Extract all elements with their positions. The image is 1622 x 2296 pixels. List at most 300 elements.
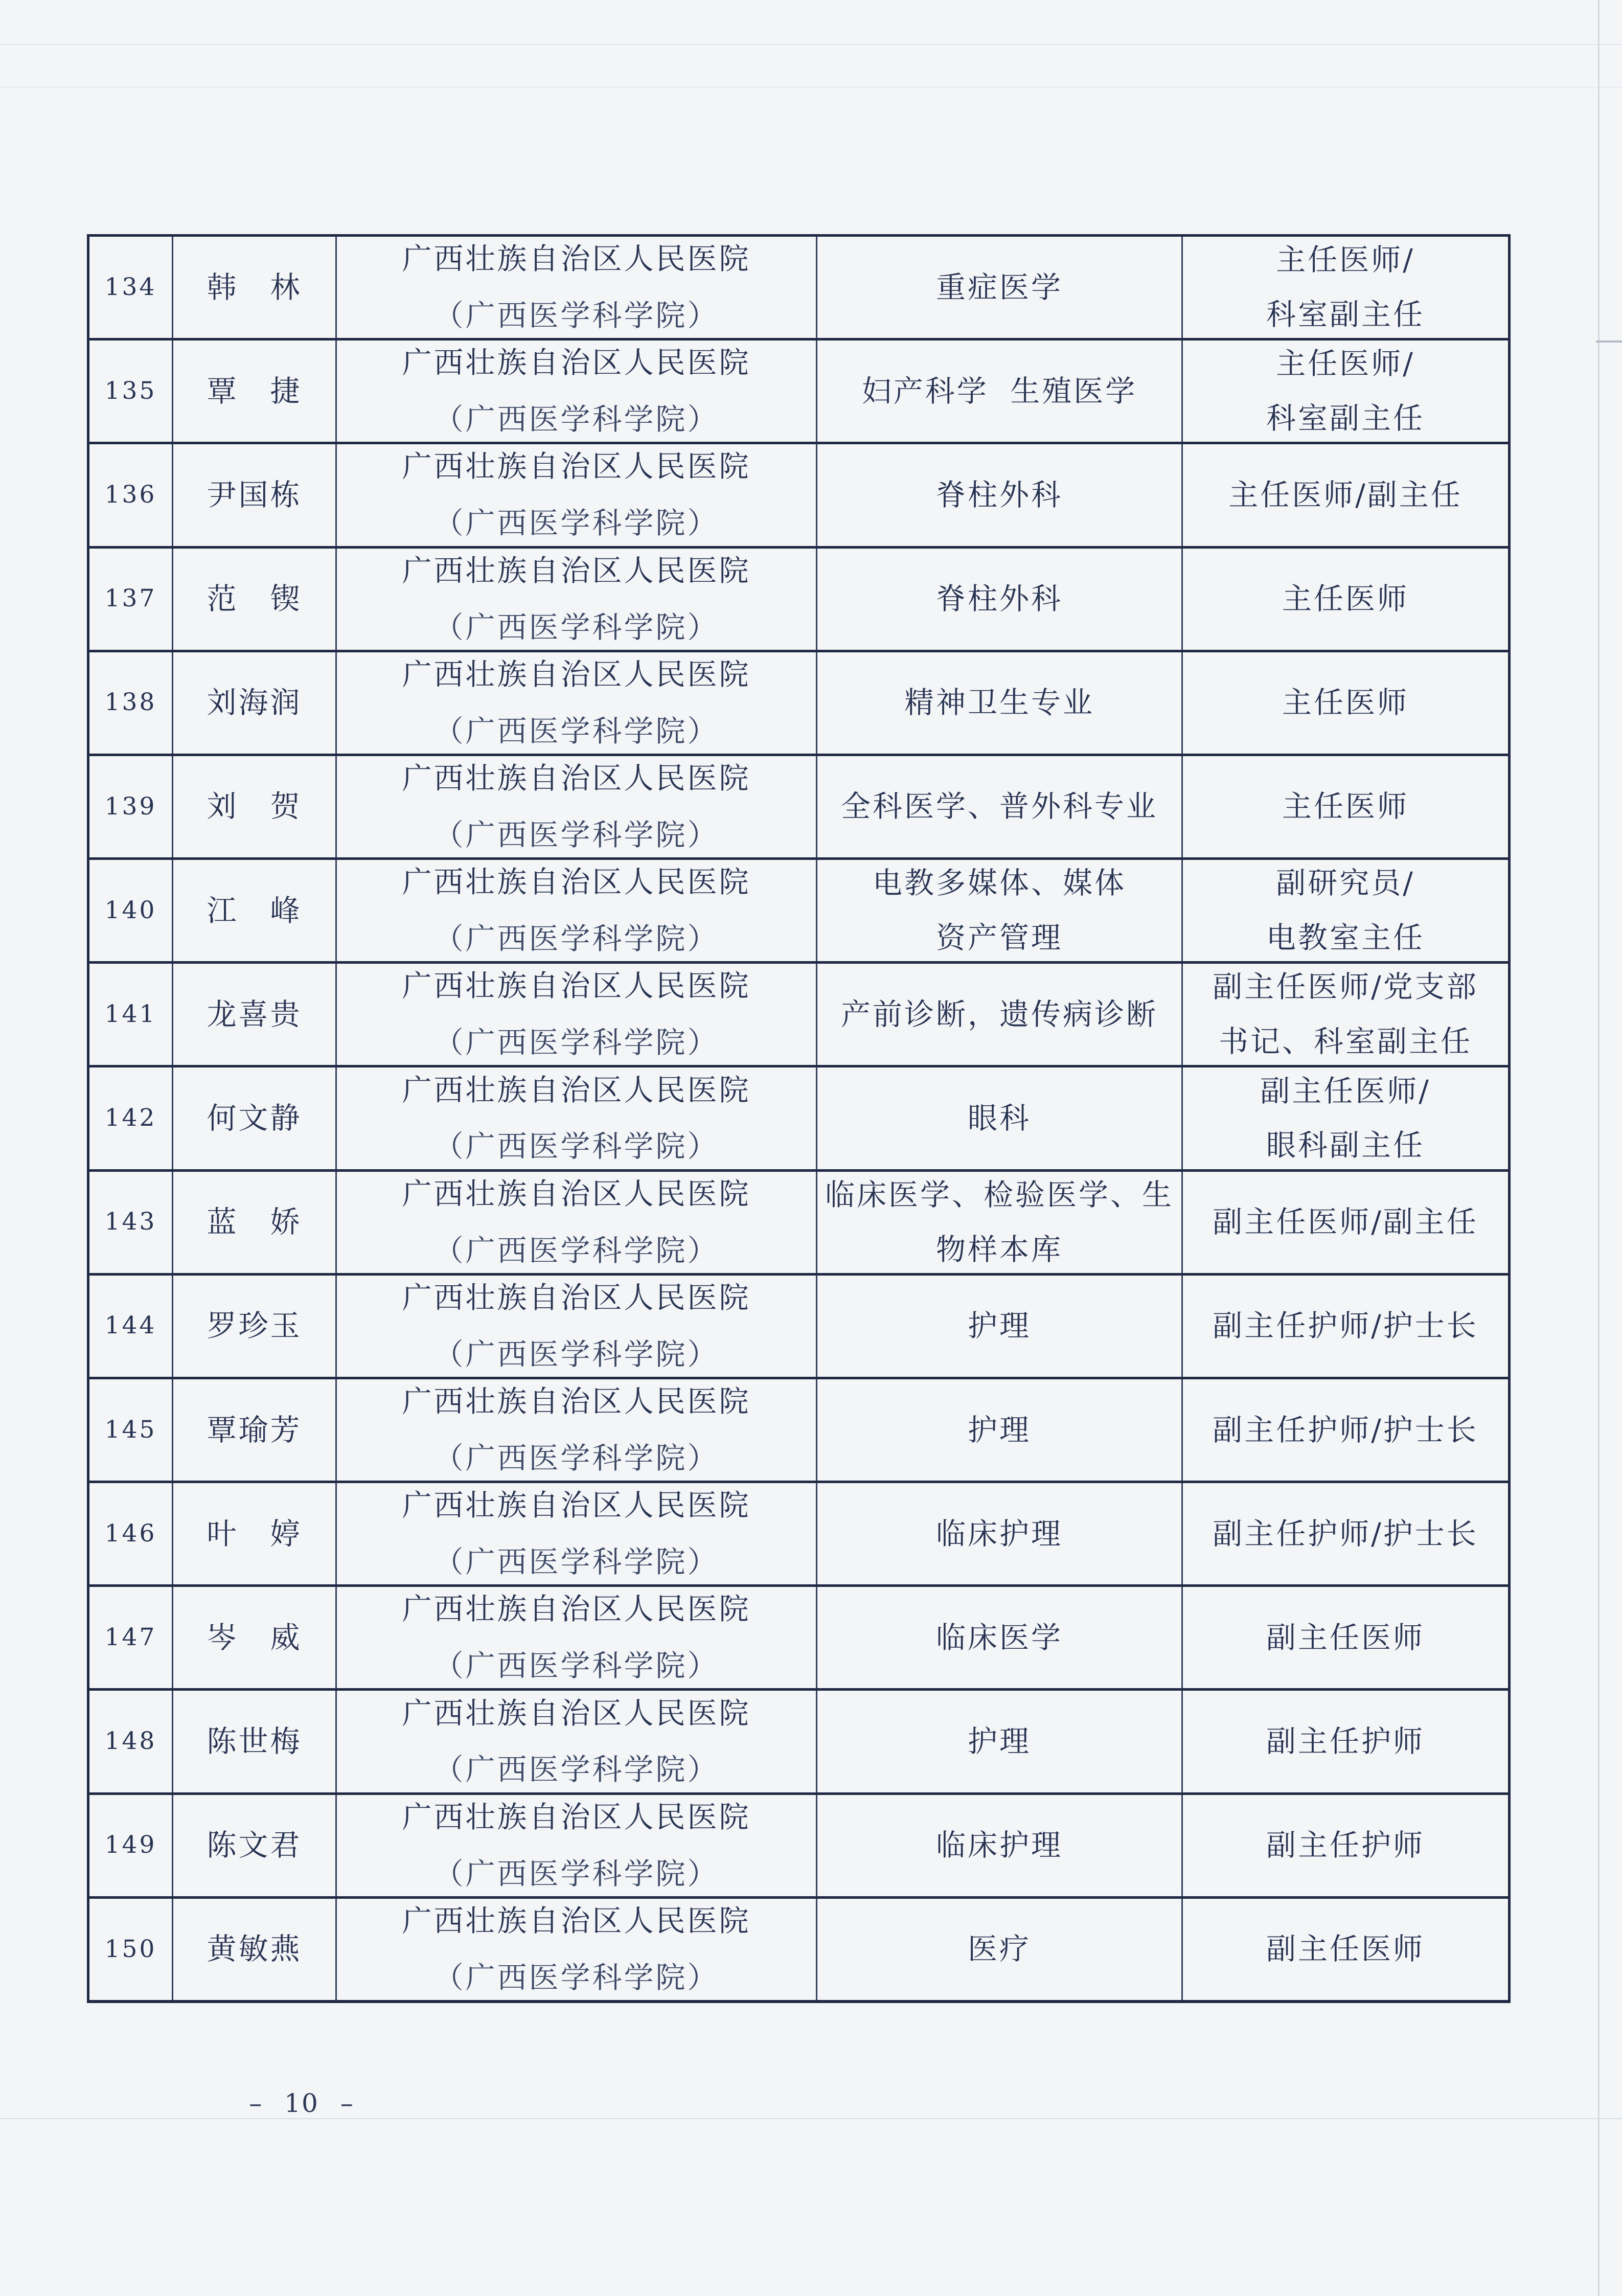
table-row — [88, 1066, 1510, 1170]
title-cell-text: 副主任护师/护士长 — [1213, 1412, 1478, 1447]
specialty-cell — [817, 755, 1182, 858]
scan-artifact-line — [1596, 340, 1622, 343]
organization-cell — [336, 1274, 817, 1378]
organization-cell-text: 广西壮族自治区人民医院 — [402, 656, 751, 692]
cell-lines — [817, 1517, 1181, 1551]
name-cell — [173, 339, 336, 443]
cell-lines — [89, 274, 172, 301]
cell-lines — [337, 762, 816, 852]
table-row — [88, 1482, 1510, 1586]
name-cell — [173, 755, 336, 858]
title-cell — [1182, 547, 1510, 651]
specialty-cell — [817, 1274, 1182, 1378]
cell-lines — [89, 1520, 172, 1548]
title-cell — [1182, 1378, 1510, 1482]
cell-lines — [337, 1593, 816, 1683]
cell-lines — [1183, 1933, 1508, 1966]
table-row — [88, 1274, 1510, 1378]
cell-lines — [337, 969, 816, 1059]
title-cell-text: 科室副主任 — [1266, 401, 1425, 436]
row-number-cell-text: 139 — [104, 792, 157, 821]
cell-lines — [1183, 243, 1508, 331]
row-number-cell-text: 149 — [104, 1831, 157, 1859]
name-cell — [173, 443, 336, 547]
row-number-cell — [88, 1170, 173, 1274]
row-number-cell — [88, 859, 173, 963]
name-cell-text: 叶 婷 — [207, 1516, 302, 1551]
name-cell-text: 岑 威 — [207, 1620, 302, 1655]
name-cell-text: 陈世梅 — [207, 1724, 302, 1759]
cell-lines — [89, 1936, 172, 1963]
cell-lines — [337, 1281, 816, 1371]
cell-lines — [1183, 1075, 1508, 1163]
cell-lines — [1183, 582, 1508, 616]
row-number-cell — [88, 651, 173, 755]
page-number: – 10 – — [249, 2088, 354, 2118]
title-cell-text: 主任医师 — [1282, 789, 1409, 824]
specialty-cell — [817, 1586, 1182, 1690]
title-cell — [1182, 443, 1510, 547]
title-cell-text: 主任医师 — [1282, 685, 1409, 720]
name-cell-text: 范 锲 — [207, 581, 302, 617]
title-cell — [1182, 1586, 1510, 1690]
row-number-cell — [88, 1482, 173, 1586]
cell-lines — [173, 790, 335, 823]
organization-cell-text: （广西医学科学院） — [433, 1336, 719, 1372]
row-number-cell-text: 150 — [104, 1935, 157, 1963]
title-cell-text: 副主任医师 — [1266, 1620, 1425, 1655]
table-row — [88, 1170, 1510, 1274]
organization-cell — [336, 1793, 817, 1897]
specialty-cell — [817, 443, 1182, 547]
title-cell-text: 副主任医师/党支部 — [1213, 969, 1478, 1005]
cell-lines — [817, 867, 1181, 954]
organization-cell — [336, 1482, 817, 1586]
name-cell — [173, 547, 336, 651]
table-row — [88, 1378, 1510, 1482]
title-cell-text: 眼科副主任 — [1266, 1128, 1425, 1163]
row-number-cell — [88, 1378, 173, 1482]
cell-lines — [817, 686, 1181, 719]
cell-lines — [173, 1933, 335, 1966]
organization-cell-text: （广西医学科学院） — [433, 1648, 719, 1684]
organization-cell-text: （广西医学科学院） — [433, 713, 719, 748]
cell-lines — [817, 998, 1181, 1031]
cell-lines — [173, 1621, 335, 1654]
cell-lines — [817, 1933, 1181, 1966]
name-cell — [173, 1793, 336, 1897]
name-cell — [173, 236, 336, 339]
row-number-cell — [88, 236, 173, 339]
cell-lines — [817, 1102, 1181, 1135]
organization-cell-text: （广西医学科学院） — [433, 817, 719, 852]
organization-cell-text: 广西壮族自治区人民医院 — [402, 968, 751, 1004]
specialty-cell-text: 眼科 — [967, 1100, 1031, 1135]
specialty-cell-text: 临床医学、检验医学、生 — [825, 1177, 1174, 1212]
cell-lines — [337, 1489, 816, 1579]
organization-cell — [336, 859, 817, 963]
row-number-cell-text: 141 — [104, 999, 157, 1028]
title-cell-text: 电教室主任 — [1266, 920, 1425, 956]
cell-lines — [1183, 479, 1508, 512]
organization-cell-text: （广西医学科学院） — [433, 506, 719, 541]
cell-lines — [817, 1309, 1181, 1343]
table-row — [88, 236, 1510, 339]
organization-cell-text: 广西壮族自治区人民医院 — [402, 1799, 751, 1834]
row-number-cell — [88, 547, 173, 651]
specialty-cell-text: 资产管理 — [935, 920, 1063, 956]
cell-lines — [89, 1105, 172, 1132]
specialty-cell-text: 医疗 — [967, 1931, 1031, 1967]
cell-lines — [337, 658, 816, 748]
title-cell-text: 副主任护师 — [1266, 1724, 1425, 1759]
row-number-cell-text: 147 — [104, 1623, 157, 1651]
title-cell-text: 副主任医师 — [1266, 1931, 1425, 1967]
cell-lines — [817, 1621, 1181, 1654]
title-cell-text: 书记、科室副主任 — [1218, 1024, 1472, 1059]
cell-lines — [1183, 1206, 1508, 1239]
organization-cell — [336, 339, 817, 443]
cell-lines — [173, 998, 335, 1031]
cell-lines — [337, 346, 816, 436]
title-cell — [1182, 1274, 1510, 1378]
organization-cell-text: 广西壮族自治区人民医院 — [402, 345, 751, 380]
title-cell-text: 主任医师/ — [1276, 346, 1415, 381]
specialty-cell — [817, 1378, 1182, 1482]
cell-lines — [173, 479, 335, 512]
organization-cell-text: （广西医学科学院） — [433, 1960, 719, 1995]
table-row — [88, 1586, 1510, 1690]
specialty-cell-text: 护理 — [967, 1724, 1031, 1759]
cell-lines — [173, 271, 335, 304]
specialty-cell — [817, 1793, 1182, 1897]
table-row — [88, 443, 1510, 547]
cell-lines — [89, 1001, 172, 1028]
cell-lines — [89, 1209, 172, 1236]
cell-lines — [1183, 970, 1508, 1058]
organization-cell-text: 广西壮族自治区人民医院 — [402, 1176, 751, 1211]
specialty-cell — [817, 859, 1182, 963]
cell-lines — [817, 1414, 1181, 1447]
table-row — [88, 1690, 1510, 1793]
organization-cell-text: 广西壮族自治区人民医院 — [402, 449, 751, 484]
cell-lines — [1183, 790, 1508, 823]
name-cell-text: 刘海润 — [207, 685, 302, 720]
name-cell-text: 尹国栋 — [207, 477, 302, 512]
cell-lines — [817, 1829, 1181, 1862]
name-cell-text: 何文静 — [207, 1100, 302, 1135]
organization-cell-text: 广西壮族自治区人民医院 — [402, 1903, 751, 1938]
table-row — [88, 1793, 1510, 1897]
title-cell — [1182, 1793, 1510, 1897]
organization-cell-text: （广西医学科学院） — [433, 402, 719, 437]
cell-lines — [337, 242, 816, 332]
cell-lines — [89, 585, 172, 612]
organization-cell — [336, 1690, 817, 1793]
row-number-cell — [88, 1066, 173, 1170]
table-body — [88, 236, 1510, 2002]
title-cell-text: 副主任医师/副主任 — [1213, 1204, 1478, 1240]
cell-lines — [1183, 1414, 1508, 1447]
title-cell-text: 主任医师/副主任 — [1228, 477, 1463, 512]
specialty-cell-text: 产前诊断，遗传病诊断 — [840, 996, 1158, 1032]
specialty-cell-text: 护理 — [967, 1308, 1031, 1344]
row-number-cell-text: 135 — [104, 376, 157, 405]
cell-lines — [337, 1801, 816, 1891]
name-cell — [173, 1378, 336, 1482]
organization-cell — [336, 443, 817, 547]
title-cell — [1182, 339, 1510, 443]
row-number-cell-text: 142 — [104, 1104, 157, 1132]
specialty-cell-text: 临床医学 — [935, 1620, 1063, 1655]
cell-lines — [89, 1417, 172, 1444]
title-cell — [1182, 1897, 1510, 2002]
title-cell-text: 副主任医师/ — [1260, 1073, 1431, 1108]
cell-lines — [1183, 1309, 1508, 1343]
row-number-cell-text: 138 — [104, 688, 157, 717]
specialty-cell — [817, 1482, 1182, 1586]
organization-cell-text: （广西医学科学院） — [433, 1544, 719, 1580]
name-cell — [173, 651, 336, 755]
organization-cell-text: 广西壮族自治区人民医院 — [402, 1072, 751, 1107]
name-cell — [173, 1066, 336, 1170]
name-cell — [173, 1170, 336, 1274]
row-number-cell-text: 143 — [104, 1208, 157, 1236]
row-number-cell-text: 136 — [104, 481, 157, 509]
organization-cell — [336, 651, 817, 755]
cell-lines — [89, 1832, 172, 1859]
specialty-cell — [817, 1066, 1182, 1170]
table-row — [88, 339, 1510, 443]
title-cell — [1182, 859, 1510, 963]
cell-lines — [337, 1177, 816, 1267]
cell-lines — [173, 1102, 335, 1135]
name-cell-text: 刘 贺 — [207, 789, 302, 824]
cell-lines — [89, 1312, 172, 1339]
specialty-cell-text: 护理 — [967, 1412, 1031, 1447]
title-cell-text: 主任医师/ — [1276, 242, 1415, 278]
title-cell-text: 副主任护师/护士长 — [1213, 1308, 1478, 1344]
name-cell — [173, 859, 336, 963]
name-cell-text: 黄敏燕 — [207, 1931, 302, 1967]
organization-cell — [336, 236, 817, 339]
cell-lines — [173, 375, 335, 408]
cell-lines — [817, 271, 1181, 304]
cell-lines — [173, 1517, 335, 1551]
organization-cell — [336, 755, 817, 858]
organization-cell-text: 广西壮族自治区人民医院 — [402, 1280, 751, 1315]
name-cell-text: 龙喜贵 — [207, 996, 302, 1032]
row-number-cell — [88, 1690, 173, 1793]
organization-cell-text: （广西医学科学院） — [433, 1856, 719, 1891]
name-cell — [173, 1482, 336, 1586]
name-cell-text: 韩 林 — [207, 269, 302, 305]
personnel-table — [87, 234, 1511, 2003]
specialty-cell-text: 脊柱外科 — [935, 581, 1063, 617]
title-cell-text: 副主任护师 — [1266, 1828, 1425, 1863]
cell-lines — [173, 1414, 335, 1447]
name-cell-text: 江 峰 — [207, 893, 302, 928]
cell-lines — [337, 450, 816, 540]
cell-lines — [337, 1697, 816, 1787]
row-number-cell — [88, 443, 173, 547]
specialty-cell — [817, 963, 1182, 1066]
table-row — [88, 547, 1510, 651]
cell-lines — [89, 1728, 172, 1755]
cell-lines — [817, 582, 1181, 616]
name-cell — [173, 1690, 336, 1793]
organization-cell-text: 广西壮族自治区人民医院 — [402, 1488, 751, 1523]
cell-lines — [817, 479, 1181, 512]
scan-artifact-line — [0, 44, 1622, 45]
name-cell — [173, 1897, 336, 2002]
cell-lines — [817, 1725, 1181, 1758]
table-row — [88, 651, 1510, 755]
specialty-cell-text: 脊柱外科 — [935, 477, 1063, 512]
name-cell-text: 覃瑜芳 — [207, 1412, 302, 1447]
table-row — [88, 755, 1510, 858]
cell-lines — [173, 582, 335, 616]
cell-lines — [337, 554, 816, 644]
title-cell-text: 主任医师 — [1282, 581, 1409, 617]
organization-cell-text: 广西壮族自治区人民医院 — [402, 1384, 751, 1419]
cell-lines — [1183, 1517, 1508, 1551]
row-number-cell — [88, 339, 173, 443]
organization-cell-text: 广西壮族自治区人民医院 — [402, 760, 751, 795]
row-number-cell-text: 140 — [104, 896, 157, 924]
title-cell — [1182, 755, 1510, 858]
organization-cell — [336, 1897, 817, 2002]
organization-cell-text: （广西医学科学院） — [433, 1025, 719, 1060]
name-cell-text: 陈文君 — [207, 1828, 302, 1863]
specialty-cell — [817, 651, 1182, 755]
title-cell-text: 副研究员/ — [1276, 866, 1415, 901]
cell-lines — [817, 790, 1181, 823]
organization-cell — [336, 1170, 817, 1274]
organization-cell-text: 广西壮族自治区人民医院 — [402, 553, 751, 588]
cell-lines — [173, 686, 335, 719]
title-cell — [1182, 1690, 1510, 1793]
row-number-cell — [88, 1274, 173, 1378]
cell-lines — [337, 1385, 816, 1475]
specialty-cell — [817, 547, 1182, 651]
organization-cell-text: （广西医学科学院） — [433, 298, 719, 333]
cell-lines — [1183, 1829, 1508, 1862]
cell-lines — [89, 482, 172, 509]
organization-cell-text: （广西医学科学院） — [433, 1440, 719, 1475]
organization-cell-text: 广西壮族自治区人民医院 — [402, 865, 751, 900]
cell-lines — [173, 894, 335, 927]
row-number-cell — [88, 963, 173, 1066]
specialty-cell — [817, 1170, 1182, 1274]
name-cell — [173, 963, 336, 1066]
cell-lines — [89, 897, 172, 924]
organization-cell — [336, 1066, 817, 1170]
row-number-cell-text: 148 — [104, 1727, 157, 1756]
organization-cell-text: （广西医学科学院） — [433, 1233, 719, 1268]
cell-lines — [1183, 347, 1508, 435]
row-number-cell-text: 144 — [104, 1311, 157, 1340]
scan-artifact-line — [1598, 0, 1600, 2296]
specialty-cell-text: 重症医学 — [935, 269, 1063, 305]
cell-lines — [1183, 867, 1508, 954]
row-number-cell — [88, 1897, 173, 2002]
row-number-cell — [88, 1586, 173, 1690]
table-row — [88, 859, 1510, 963]
cell-lines — [337, 1904, 816, 1994]
specialty-cell-text: 精神卫生专业 — [904, 685, 1094, 720]
title-cell — [1182, 236, 1510, 339]
name-cell-text: 覃 捷 — [207, 373, 302, 408]
name-cell-text: 蓝 娇 — [207, 1204, 302, 1240]
specialty-cell — [817, 1690, 1182, 1793]
specialty-cell-text: 物样本库 — [935, 1232, 1063, 1267]
row-number-cell-text: 145 — [104, 1415, 157, 1444]
organization-cell — [336, 547, 817, 651]
organization-cell-text: （广西医学科学院） — [433, 1752, 719, 1787]
specialty-cell-text: 妇产科学 生殖医学 — [861, 373, 1137, 408]
table-row — [88, 963, 1510, 1066]
cell-lines — [817, 375, 1181, 408]
cell-lines — [173, 1829, 335, 1862]
organization-cell-text: （广西医学科学院） — [433, 1129, 719, 1164]
organization-cell — [336, 1378, 817, 1482]
title-cell — [1182, 1170, 1510, 1274]
row-number-cell-text: 134 — [104, 272, 157, 301]
specialty-cell-text: 临床护理 — [935, 1516, 1063, 1551]
title-cell — [1182, 1482, 1510, 1586]
name-cell-text: 罗珍玉 — [207, 1308, 302, 1344]
specialty-cell-text: 全科医学、普外科专业 — [840, 789, 1158, 824]
name-cell — [173, 1274, 336, 1378]
cell-lines — [817, 1178, 1181, 1266]
cell-lines — [1183, 1725, 1508, 1758]
cell-lines — [337, 866, 816, 956]
cell-lines — [89, 378, 172, 405]
organization-cell — [336, 963, 817, 1066]
title-cell-text: 科室副主任 — [1266, 297, 1425, 332]
row-number-cell — [88, 1793, 173, 1897]
cell-lines — [1183, 686, 1508, 719]
specialty-cell — [817, 236, 1182, 339]
cell-lines — [173, 1725, 335, 1758]
specialty-cell — [817, 1897, 1182, 2002]
title-cell — [1182, 651, 1510, 755]
specialty-cell-text: 临床护理 — [935, 1828, 1063, 1863]
cell-lines — [337, 1074, 816, 1164]
cell-lines — [89, 689, 172, 716]
cell-lines — [173, 1206, 335, 1239]
organization-cell-text: （广西医学科学院） — [433, 921, 719, 957]
title-cell-text: 副主任护师/护士长 — [1213, 1516, 1478, 1551]
organization-cell-text: 广西壮族自治区人民医院 — [402, 241, 751, 277]
name-cell — [173, 1586, 336, 1690]
title-cell — [1182, 963, 1510, 1066]
organization-cell-text: （广西医学科学院） — [433, 609, 719, 645]
table-row — [88, 1897, 1510, 2002]
row-number-cell — [88, 755, 173, 858]
row-number-cell-text: 137 — [104, 584, 157, 613]
scan-artifact-line — [0, 87, 1622, 88]
row-number-cell-text: 146 — [104, 1519, 157, 1548]
organization-cell-text: 广西壮族自治区人民医院 — [402, 1695, 751, 1731]
organization-cell-text: 广西壮族自治区人民医院 — [402, 1592, 751, 1627]
cell-lines — [173, 1309, 335, 1343]
specialty-cell — [817, 339, 1182, 443]
cell-lines — [1183, 1621, 1508, 1654]
organization-cell — [336, 1586, 817, 1690]
title-cell — [1182, 1066, 1510, 1170]
